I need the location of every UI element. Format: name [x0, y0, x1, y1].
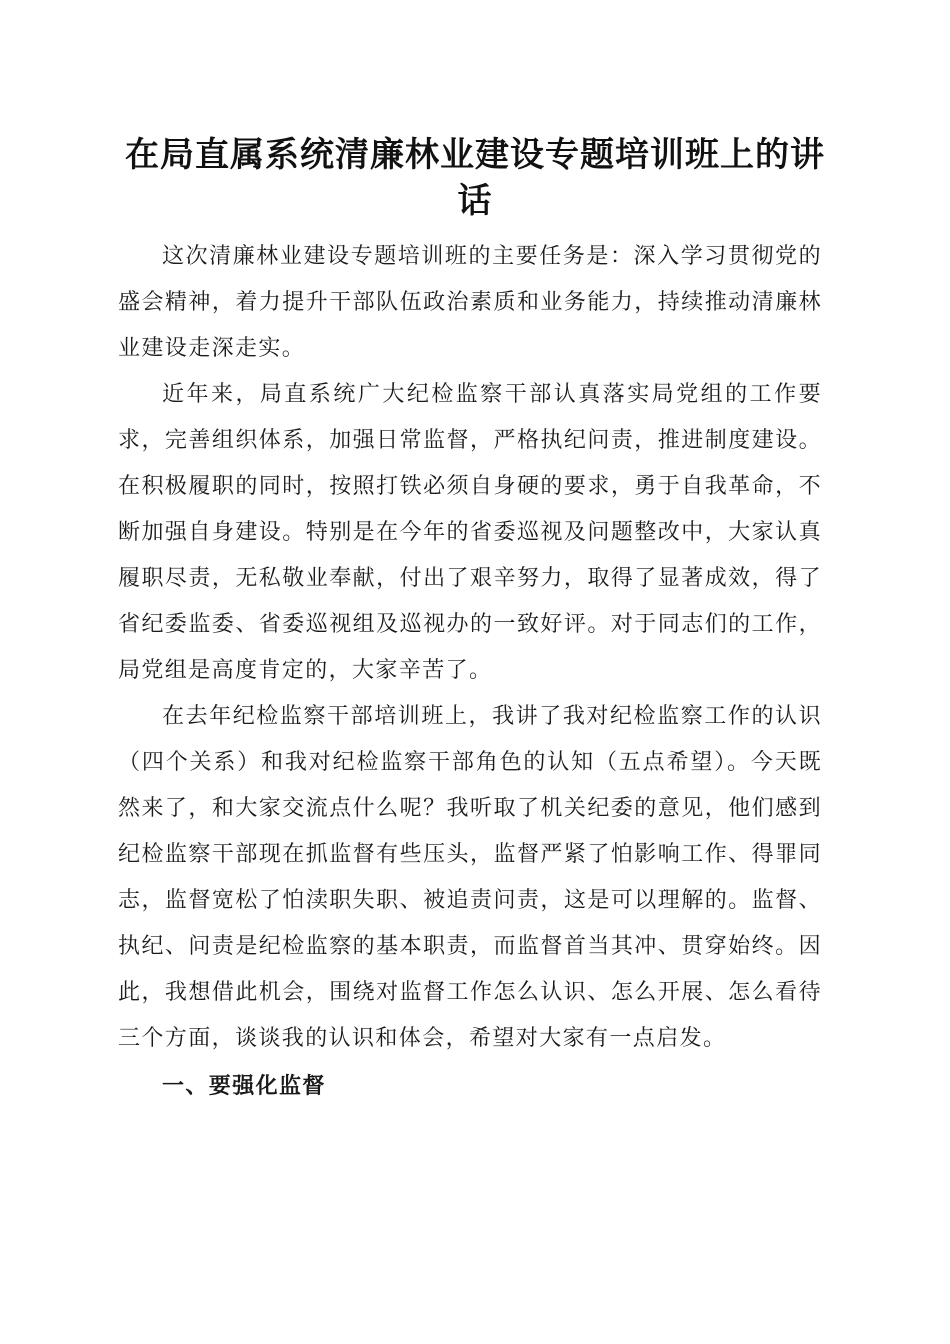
section-heading: 一、要强化监督	[162, 1074, 326, 1099]
paragraph-1: 这次清廉林业建设专题培训班的主要任务是：深入学习贯彻党的盛会精神，着力提升干部队伍政治素质和业务能力，持续推动清廉林业建设走深走实。	[118, 244, 822, 361]
paragraph-2: 近年来，局直系统广大纪检监察干部认真落实局党组的工作要求，完善组织体系，加强日常监督，严格执纪问责，推进制度建设。在积极履职的同时，按照打铁必须自身硬的要求，勇于自我革命，不断加强自身建设。特别是在今年的省委巡视及问题整改中，大家认真履职尽责，无私敬业奉献，付出了艰辛努力，取得了显著成效，得了省纪委监委、省委巡视组及巡视办的一致好评。对于同志们的工作，局党组是高度肯定的，大家辛苦了。	[118, 382, 822, 683]
document-body	[118, 234, 822, 1110]
paragraph-3: 在去年纪检监察干部培训班上，我讲了我对纪检监察工作的认识（四个关系）和我对纪检监察干部角色的认知（五点希望）。今天既然来了，和大家交流点什么呢？我听取了机关纪委的意见，他们感到纪检监察干部现在抓监督有些压头，监督严紧了怕影响工作、得罪同志，监督宽松了怕渎职失职、被追责问责，这是可以理解的。监督、执纪、问责是纪检监察的基本职责，而监督首当其冲、贯穿始终。因此，我想借此机会，围绕对监督工作怎么认识、怎么开展、怎么看待三个方面，谈谈我的认识和体会，希望对大家有一点启发。	[118, 704, 822, 1051]
document-title: 在局直属系统清廉林业建设专题培训班上的讲话	[125, 135, 825, 221]
